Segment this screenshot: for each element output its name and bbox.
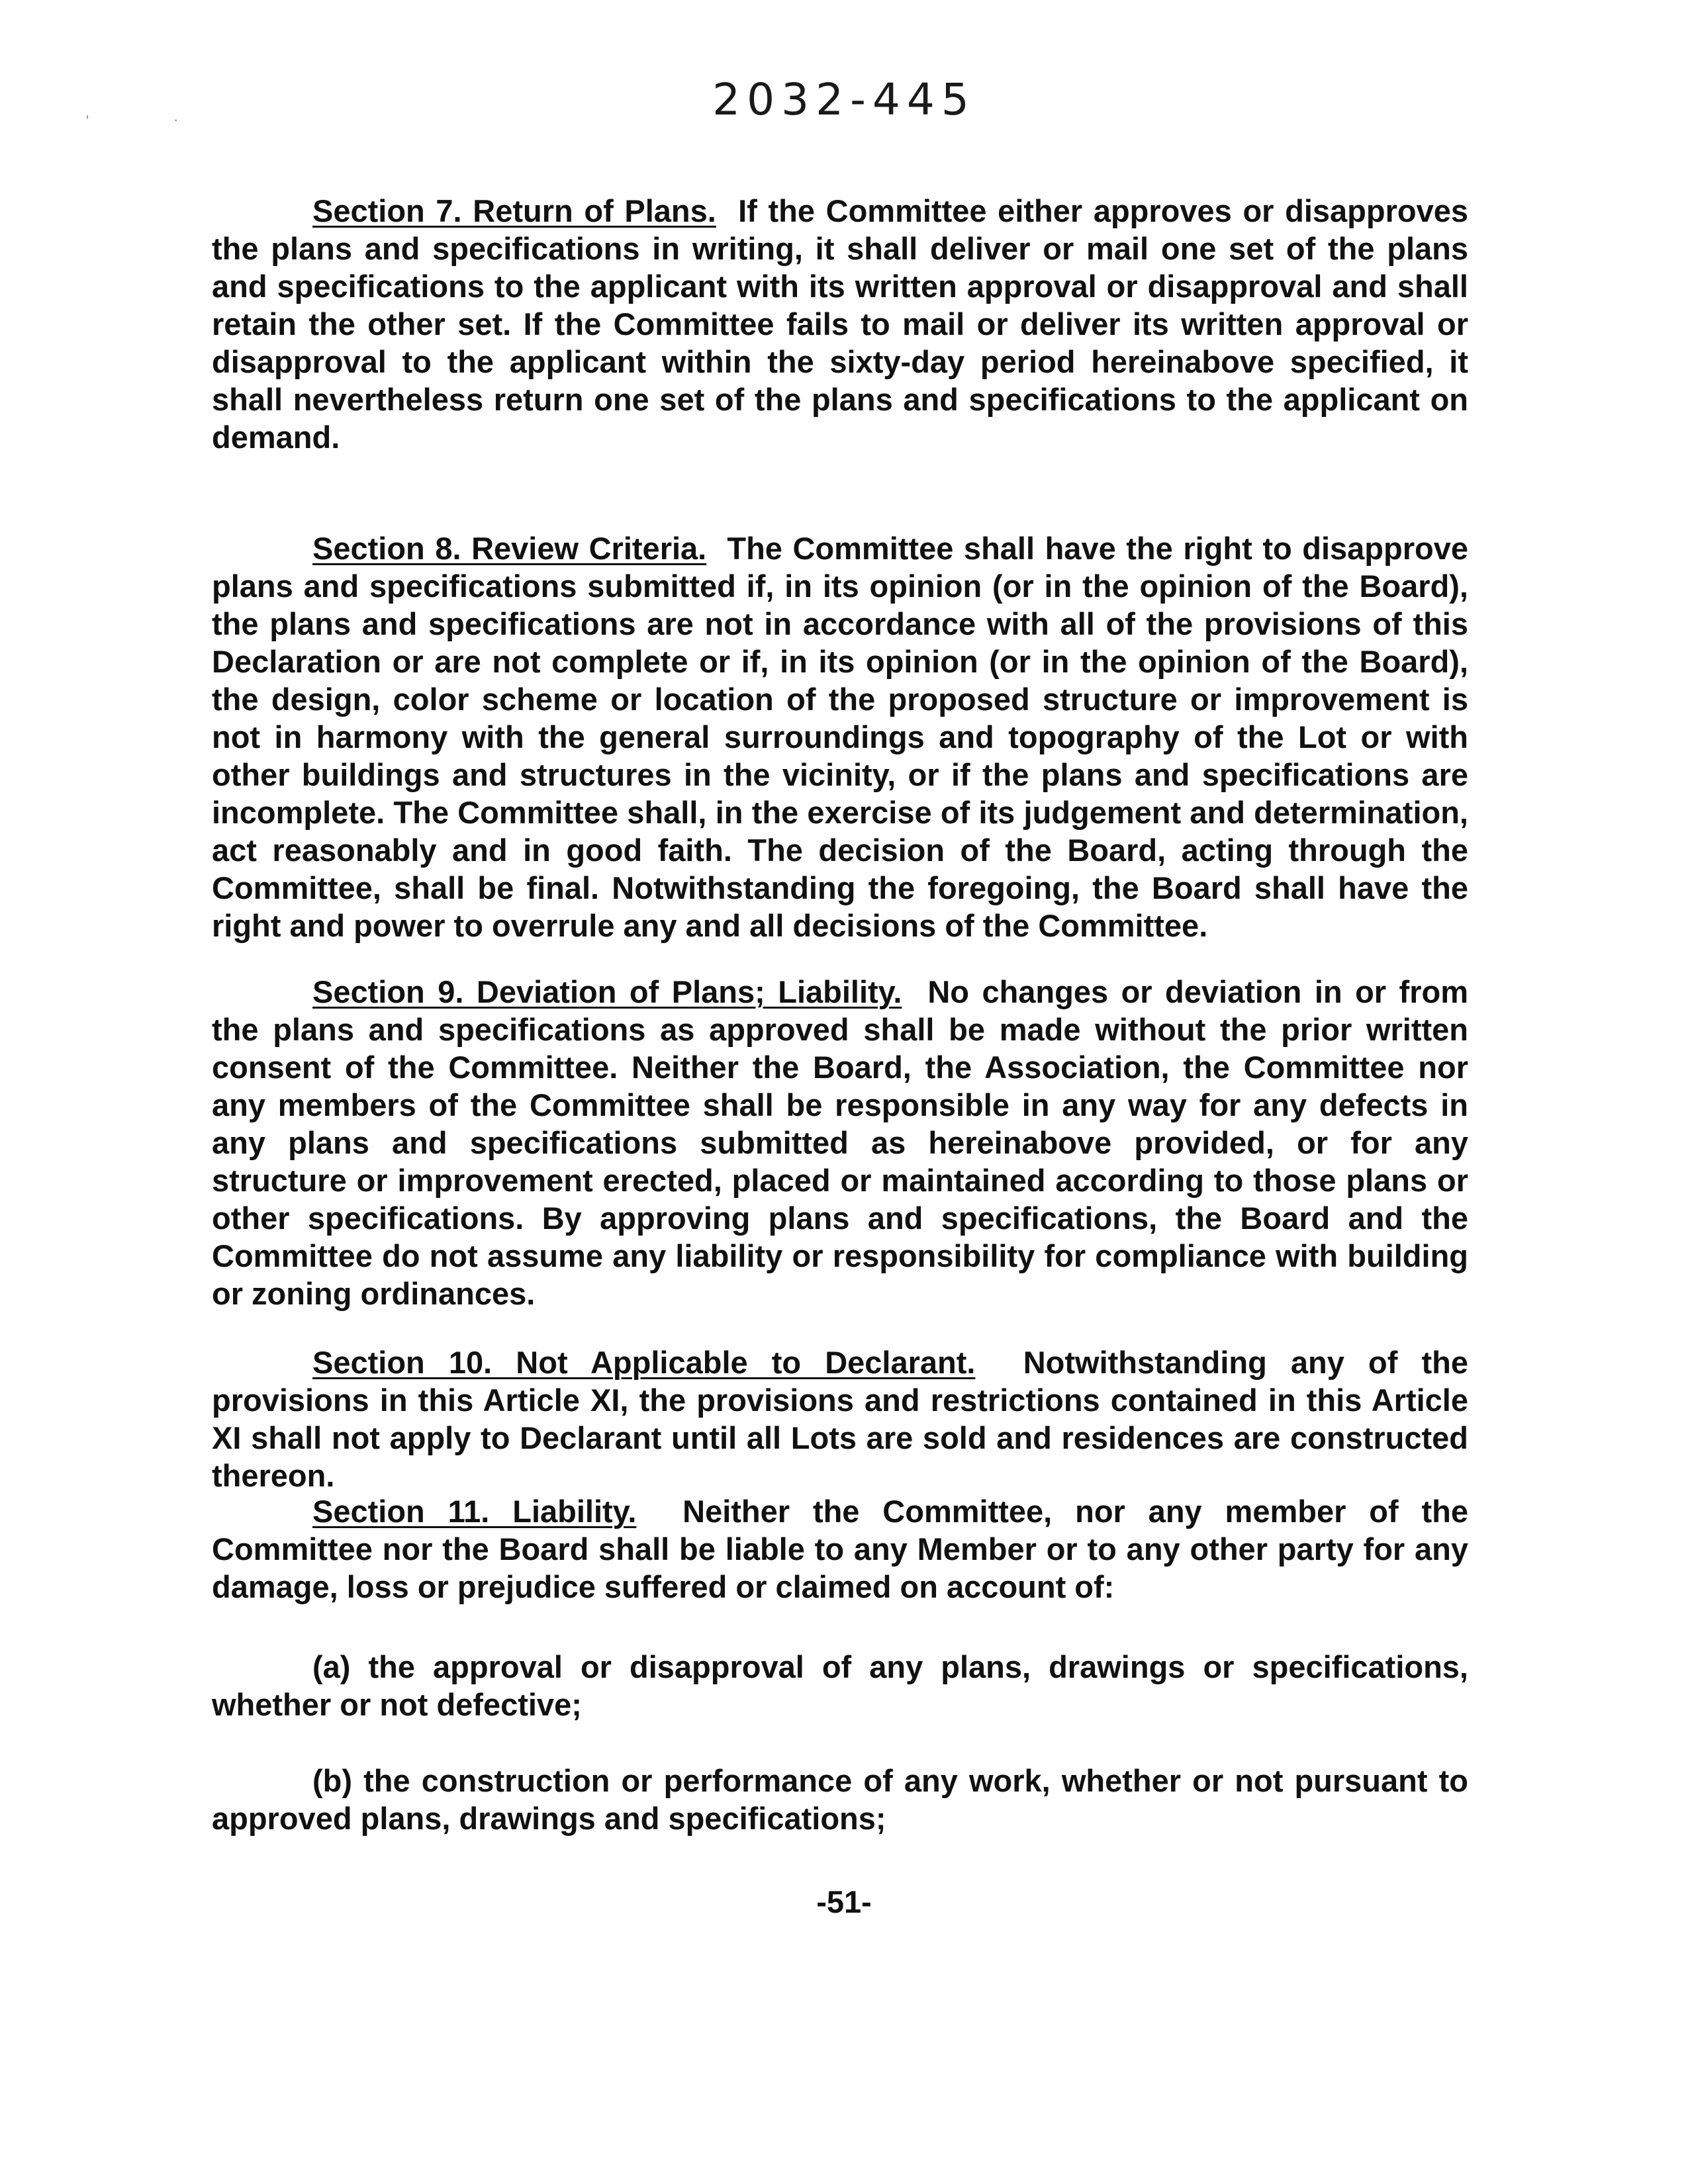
section-heading: Section 8. Review Criteria.: [312, 531, 707, 566]
section-body: The Committee shall have the right to disapprove plans and specifications submitted if, in its opinion (or in the opinion of the Board), the plans and specifications are not in accordance with all of the provisions of this Declaration or are not complete or if, in its opinion (or in the opinion of the Board), the design, color scheme or location of the proposed structure or improvement is not in harmony with the general surroundings and topography of the Lot or with other buildings and structures in the vicinity, or if the plans and specifications are incomplete. The Committee shall, in the exercise of its judgement and determination, act reasonably and in good faith. The decision of the Board, acting through the Committee, shall be final. Notwithstanding the foregoing, the Board shall have the right and power to overrule any and all decisions of the Committee.: [212, 531, 1468, 943]
section-heading: Section 11. Liability.: [312, 1494, 637, 1529]
section-heading: Section 9. Deviation of Plans; Liability.: [312, 974, 902, 1009]
section-9: [212, 973, 1468, 1312]
list-item-text: (b) the construction or performance of any work, whether or not pursuant to approved plans, drawings and specifications;: [212, 1763, 1468, 1836]
scan-speck: ': [86, 113, 89, 129]
section-body: No changes or deviation in or from the plans and specifications as approved shall be made without the prior written consent of the Committee. Neither the Board, the Association, the Committee nor any members of the Committee shall be responsible in any way for any defects in any plans and specifications submitted as hereinabove provided, or for any structure or improvement erected, placed or maintained according to those plans or other specifications. By approving plans and specifications, the Board and the Committee do not assume any liability or responsibility for compliance with building or zoning ordinances.: [212, 974, 1468, 1311]
list-item-b: [212, 1762, 1468, 1837]
scan-speck: ·: [173, 111, 179, 128]
document-number: 2032-445: [712, 74, 976, 125]
section-8: [212, 529, 1468, 944]
section-heading: Section 7. Return of Plans.: [312, 193, 716, 228]
section-body: Notwithstanding any of the provisions in this Article XI, the provisions and restrictions contained in this Article XI shall not apply to Declarant until all Lots are sold and residences are constructed thereon.: [212, 1345, 1468, 1493]
section-10: [212, 1343, 1468, 1494]
list-item-text: (a) the approval or disapproval of any plans, drawings or specifications, whether or not defective;: [212, 1649, 1468, 1722]
section-7: [212, 192, 1468, 456]
list-item-a: [212, 1648, 1468, 1723]
section-body: Neither the Committee, nor any member of the Committee nor the Board shall be liable to any Member or to any other party for any damage, loss or prejudice suffered or claimed on account of:: [212, 1494, 1469, 1604]
section-heading: Section 10. Not Applicable to Declarant.: [312, 1345, 976, 1380]
page-number: -51-: [816, 1884, 872, 1919]
section-body: If the Committee either approves or disapproves the plans and specifications in writing, it shall deliver or mail one set of the plans and specifications to the applicant with its written approval or disapproval and shall retain the other set. If the Committee fails to mail or deliver its written approval or disapproval to the applicant within the sixty-day period hereinabove specified, it shall nevertheless return one set of the plans and specifications to the applicant on demand.: [212, 193, 1468, 455]
section-11: [212, 1492, 1468, 1606]
